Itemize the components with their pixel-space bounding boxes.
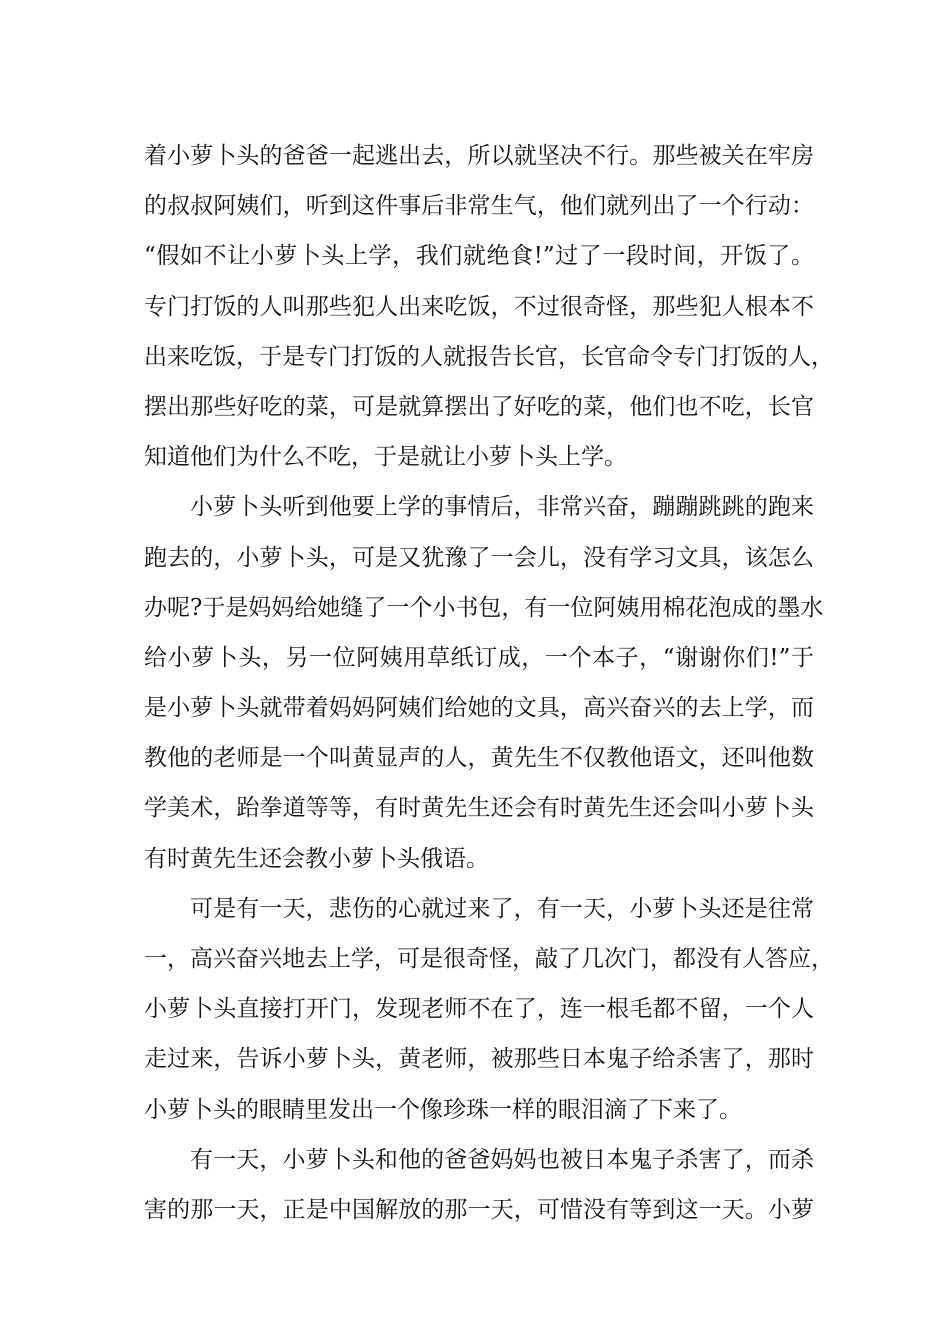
text-line: 小萝卜头的眼睛里发出一个像珍珠一样的眼泪滴了下来了。 [144, 1096, 742, 1123]
text-line: 害的那一天，正是中国解放的那一天，可惜没有等到这一天。小萝 [144, 1196, 814, 1223]
text-line: 是小萝卜头就带着妈妈阿姨们给她的文具，高兴奋兴的去上学，而 [144, 695, 814, 722]
text-line: 给小萝卜头，另一位阿姨用草纸订成，一个本子，“谢谢你们!”于 [144, 644, 814, 671]
text-line: 有一天，小萝卜头和他的爸爸妈妈也被日本鬼子杀害了，而杀 [190, 1146, 814, 1173]
text-line: 教他的老师是一个叫黄显声的人，黄先生不仅教他语文，还叫他数 [144, 745, 814, 772]
text-line: “假如不让小萝卜头上学，我们就绝食!”过了一段时间，开饭了。 [144, 243, 814, 270]
paragraph [144, 1135, 814, 1235]
text-line: 走过来，告诉小萝卜头，黄老师，被那些日本鬼子给杀害了，那时 [144, 1046, 814, 1073]
text-line: 知道他们为什么不吃，于是就让小萝卜头上学。 [144, 444, 627, 471]
document-body [144, 131, 834, 1235]
text-line: 摆出那些好吃的菜，可是就算摆出了好吃的菜，他们也不吃，长官 [144, 393, 814, 420]
paragraph [144, 884, 834, 1135]
text-line: 一，高兴奋兴地去上学，可是很奇怪，敲了几次门，都没有人答应， [144, 946, 834, 972]
paragraph [144, 131, 834, 482]
text-line: 学美术，跆拳道等等，有时黄先生还会有时黄先生还会叫小萝卜头 [144, 795, 814, 822]
text-line: 办呢?于是妈妈给她缝了一个小书包，有一位阿姨用棉花泡成的墨水 [144, 594, 824, 621]
text-line: 小萝卜头直接打开门，发现老师不在了，连一根毛都不留，一个人 [144, 996, 814, 1023]
text-line: 的叔叔阿姨们，听到这件事后非常生气，他们就列出了一个行动： [144, 193, 814, 220]
text-line: 出来吃饭，于是专门打饭的人就报告长官，长官命令专门打饭的人， [144, 343, 834, 370]
text-line: 小萝卜头听到他要上学的事情后，非常兴奋，蹦蹦跳跳的跑来 [190, 494, 814, 521]
text-line: 专门打饭的人叫那些犯人出来吃饭，不过很奇怪，那些犯人根本不 [144, 293, 814, 320]
text-line: 可是有一天，悲伤的心就过来了，有一天，小萝卜头还是往常 [190, 895, 814, 922]
text-line: 有时黄先生还会教小萝卜头俄语。 [144, 845, 489, 872]
paragraph [144, 482, 824, 884]
text-line: 着小萝卜头的爸爸一起逃出去，所以就坚决不行。那些被关在牢房 [144, 143, 814, 169]
text-line: 跑去的，小萝卜头，可是又犹豫了一会儿，没有学习文具，该怎么 [144, 544, 814, 571]
